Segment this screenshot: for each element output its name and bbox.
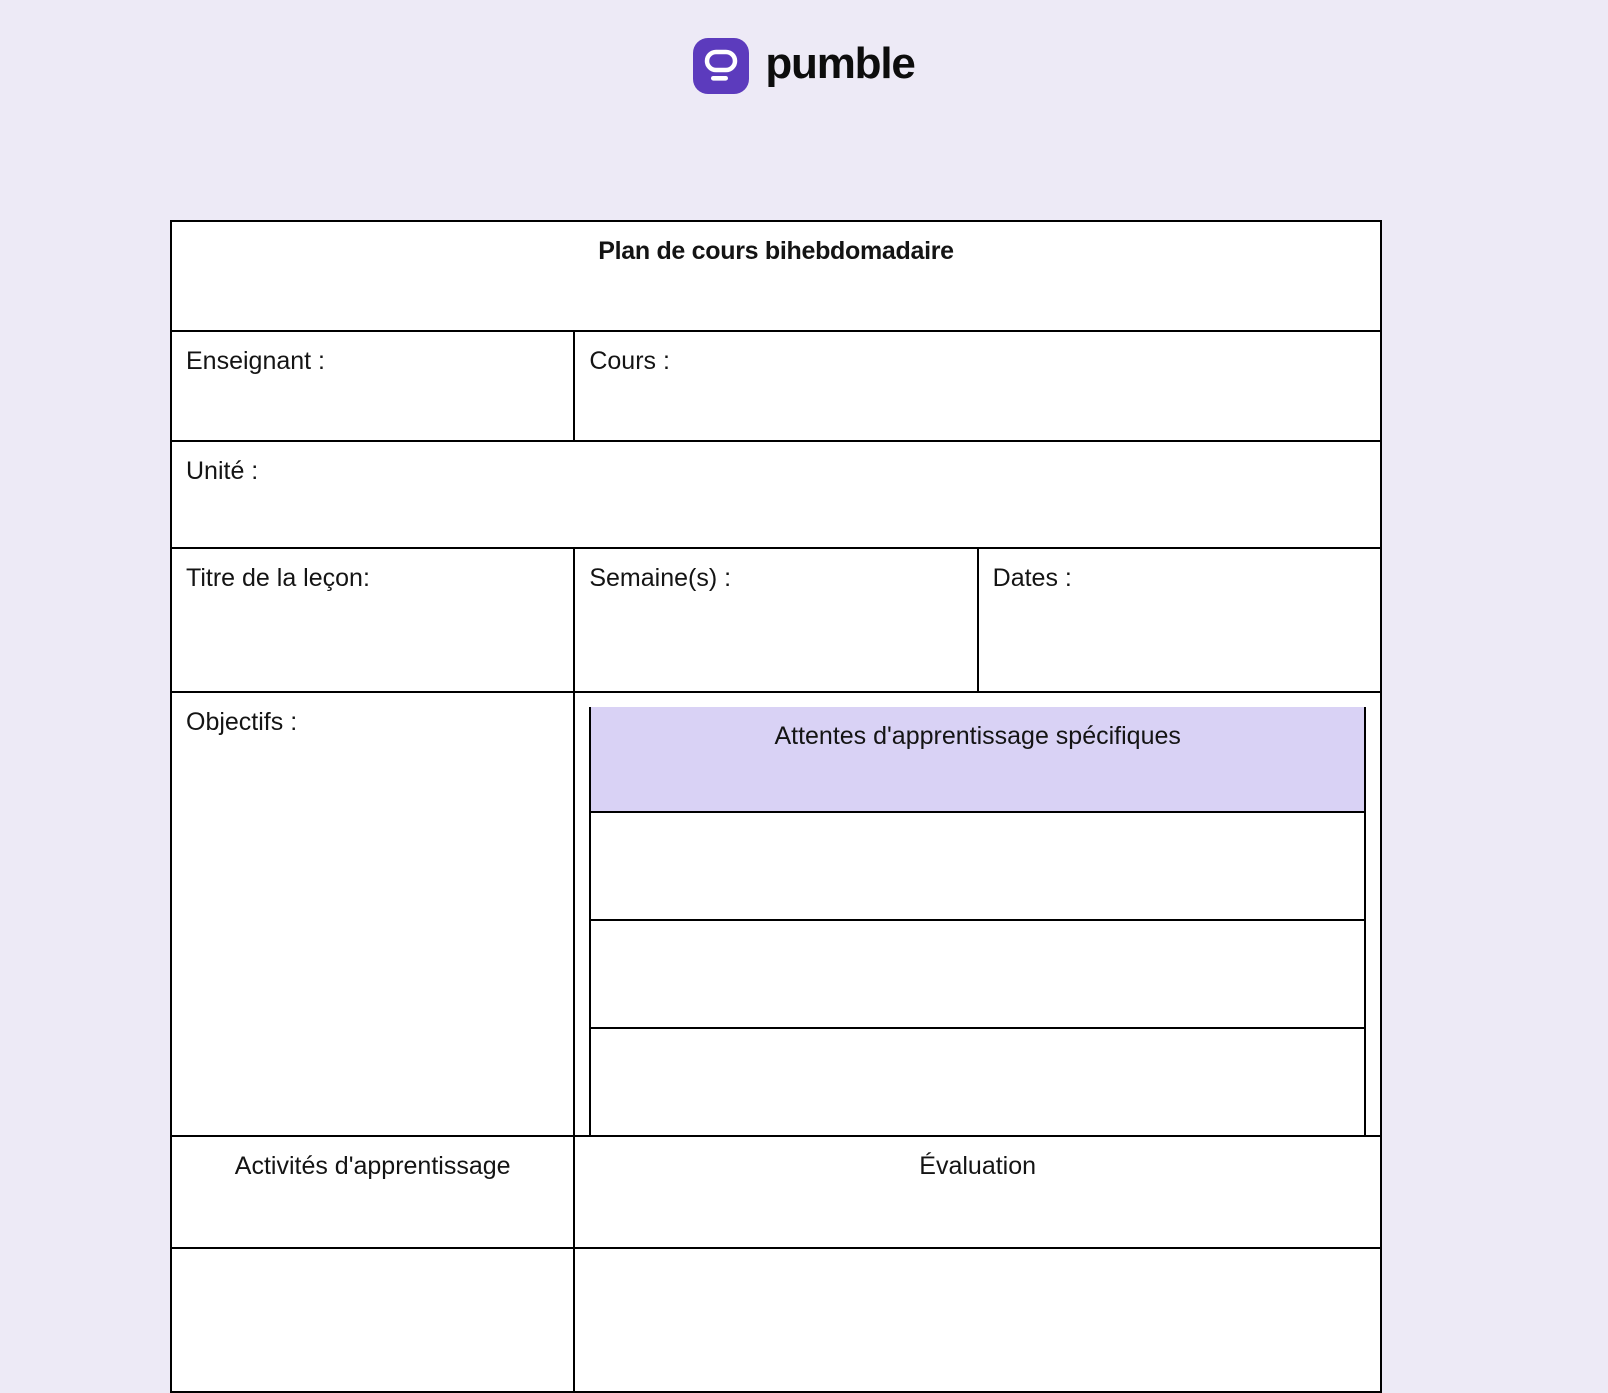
pumble-wordmark: pumble bbox=[765, 39, 915, 88]
pumble-logo-icon bbox=[693, 38, 749, 94]
table-row-unit bbox=[171, 441, 1381, 548]
expectations-header-row bbox=[590, 707, 1365, 812]
expectation-slot-1[interactable] bbox=[590, 812, 1365, 920]
field-unit[interactable]: Unité : bbox=[171, 441, 1381, 548]
expectations-group bbox=[574, 692, 1381, 1136]
table-row-lesson-meta bbox=[171, 548, 1381, 692]
table-row-objectives bbox=[171, 692, 1381, 1136]
expectation-slot-2[interactable] bbox=[590, 920, 1365, 1028]
field-lesson-title[interactable]: Titre de la leçon: bbox=[171, 548, 574, 692]
activities-header: Activités d'apprentissage bbox=[171, 1136, 574, 1248]
field-teacher[interactable]: Enseignant : bbox=[171, 331, 574, 441]
field-objectives[interactable]: Objectifs : bbox=[171, 692, 574, 1136]
field-evaluation[interactable] bbox=[574, 1248, 1381, 1392]
table-row-teacher-course bbox=[171, 331, 1381, 441]
lesson-plan-sheet bbox=[170, 220, 1382, 1393]
expectations-table bbox=[589, 707, 1366, 1135]
expectation-slot-3[interactable] bbox=[590, 1028, 1365, 1135]
pumble-logo bbox=[0, 38, 1608, 94]
expectation-slot-row bbox=[590, 920, 1365, 1028]
field-dates[interactable]: Dates : bbox=[978, 548, 1381, 692]
field-activities[interactable] bbox=[171, 1248, 574, 1392]
table-row-section-headers bbox=[171, 1136, 1381, 1248]
expectation-slot-row bbox=[590, 1028, 1365, 1135]
table-row-title bbox=[171, 221, 1381, 331]
evaluation-header: Évaluation bbox=[574, 1136, 1381, 1248]
field-course[interactable]: Cours : bbox=[574, 331, 1381, 441]
page-title: Plan de cours bihebdomadaire bbox=[171, 221, 1381, 331]
table-row-section-content bbox=[171, 1248, 1381, 1392]
lesson-plan-table bbox=[170, 220, 1382, 1393]
field-weeks[interactable]: Semaine(s) : bbox=[574, 548, 977, 692]
expectations-header: Attentes d'apprentissage spécifiques bbox=[590, 707, 1365, 812]
expectation-slot-row bbox=[590, 812, 1365, 920]
